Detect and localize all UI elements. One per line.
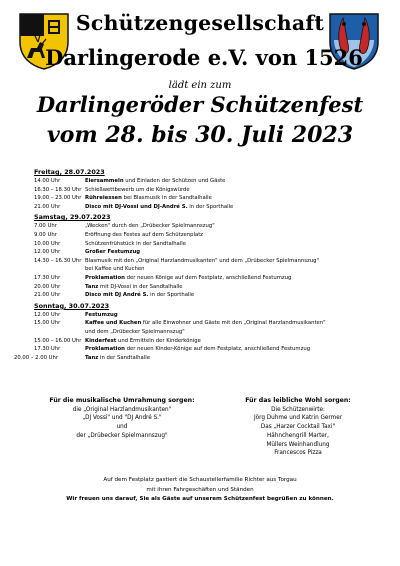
time: 9.00 Uhr [34,231,57,238]
time: 12.00 Uhr [34,311,61,318]
catering-line: Die Schützenwirte: [271,406,325,413]
schedule-row [34,222,386,231]
schedule-row [34,231,386,240]
music-line: der „Drübecker Spielmannszug" [76,432,168,439]
highlight: Proklamation [85,346,125,353]
schedule-row [34,240,386,249]
day-saturday [34,213,386,299]
day-title: Samstag, 29.07.2023 [34,213,111,222]
day-sunday [14,301,386,363]
catering-line: Jörg Duhme und Katrin Germer [253,415,343,422]
schedule-row [34,345,386,354]
description: Schießwettbewerb um die Königswürde [85,186,190,193]
highlight: Kinderfest [85,337,117,344]
club-name: Schützengesellschaft [75,11,325,35]
schedule-row [34,337,386,346]
highlight: Rühreiessen [85,195,122,202]
schedule-row [34,186,386,195]
music-section [32,397,212,441]
schedule-row [14,354,386,363]
highlight: Kaffee und Kuchen [85,320,142,327]
catering-line: Das „Harzer Cocktail Taxi" [260,424,336,431]
description: in der Sandtalhalle [98,354,150,361]
music-line: „DJ Vossi" und "DJ André S." [82,415,162,422]
description: und Ermitteln der Kinderkönige [116,337,201,344]
schedule-row [34,283,386,292]
time: 7.00 Uhr [34,223,57,230]
description: und dem „Drübecker Spielmannszug" [85,328,185,335]
time: 14.00 Uhr [34,178,61,184]
footer-line: mit ihren Fahrgeschäften und Ständen [146,486,254,493]
description: bei Blasmusik in der Sandtalhalle [121,195,212,202]
description: der neuen Kinder-Könige auf dem Festplatz, anschließend Festumzug [124,346,311,353]
day-friday [34,168,386,211]
highlight: Großer Festumzug [85,249,141,256]
highlight: Disco mit DJ André S. [85,292,149,299]
schedule-row [34,177,386,186]
description: Blasmusik mit den „Original Harzlandmusikanten" und dem „Drübecker Spielmannszug" [85,257,319,264]
description: bei Kaffee und Kuchen [85,266,145,273]
time: 15.00 Uhr [34,320,61,327]
time: 20.00 Uhr [34,283,61,290]
time: 21.00 Uhr [34,203,61,210]
time: 17.30 Uhr [34,346,61,353]
highlight: Disco mit DJ-Vossi und DJ-André S. [85,203,188,210]
time: 16.30 – 18.30 Uhr [34,186,82,193]
description: Eröffnung des Festes auf dem Schützenplatz [85,231,204,238]
description: und Einladen der Schützen und Gäste [123,178,226,184]
description: für alle Einwohner und Gäste mit den „Original Harzlandmusikanten" [141,320,326,327]
music-line: die „Original Harzlandmusikanten" [72,406,172,413]
time: 21.00 Uhr [34,292,61,299]
catering-line: Francescos Pizza [274,450,322,457]
description: „Wecken" durch den „Drübecker Spielmannszug" [85,223,215,230]
schedule-row [34,248,386,257]
catering-heading: Für das leibliche Wohl sorgen: [245,397,351,404]
music-heading: Für die musikalische Umrahmung sorgen: [49,397,195,404]
time: 15.00 – 16.00 Uhr [34,337,82,344]
catering-line: Hähnchengrill Marter, [267,432,329,439]
invitation-text: lädt ein zum [168,80,232,91]
description: der neuen Könige auf dem Festplatz, anschließend Festumzug [124,274,292,281]
highlight: Tanz [85,283,99,290]
schedule-row [34,194,386,203]
club-location: Darlingerode e.V. von 1526 [45,45,363,70]
highlight: Festumzug [85,311,118,318]
time: 10.00 Uhr [34,240,61,247]
schedule-row [34,203,386,212]
description: mit DJ-Vossi in der Sandtalhalle [98,283,183,290]
schedule [14,166,386,362]
time: 12.00 Uhr [34,249,61,256]
catering-section [208,397,388,458]
description: Schützenfrühstück in der Sandtalhalle [85,240,186,247]
highlight: Proklamation [85,274,125,281]
footer-line: Auf dem Festplatz gastiert die Schaustellerfamilie Richter aus Torgau [103,477,297,483]
description: in der Sporthalle [187,203,234,210]
time: 17.30 Uhr [34,274,61,281]
highlight: Tanz [85,354,99,361]
event-title: Darlingeröder Schützenfest [36,92,364,117]
event-dates: vom 28. bis 30. Juli 2023 [46,122,354,148]
highlight: Eiersammeln [85,178,124,184]
time: 19.00 – 23.00 Uhr [34,195,82,202]
time: 20.00 – 2.00 Uhr [14,354,59,361]
footer [0,476,400,505]
day-title: Sonntag, 30.07.2023 [34,301,110,310]
footer-welcome: Wir freuen uns darauf, Sie als Gäste auf unserem Schützenfest begrüßen zu können. [66,496,334,502]
schedule-row-continuation [34,265,386,274]
catering-line: Müllers Weinhandlung [266,441,330,448]
time: 14.30 – 16.30 Uhr [34,257,82,264]
schedule-row [34,319,386,328]
schedule-row-continuation [34,328,386,337]
schedule-row [34,291,386,300]
description: in der Sporthalle [148,292,195,299]
schedule-row [34,274,386,283]
day-title: Freitag, 28.07.2023 [34,168,105,176]
schedule-row [34,257,386,266]
schedule-row [34,311,386,320]
music-line: und [116,424,128,431]
